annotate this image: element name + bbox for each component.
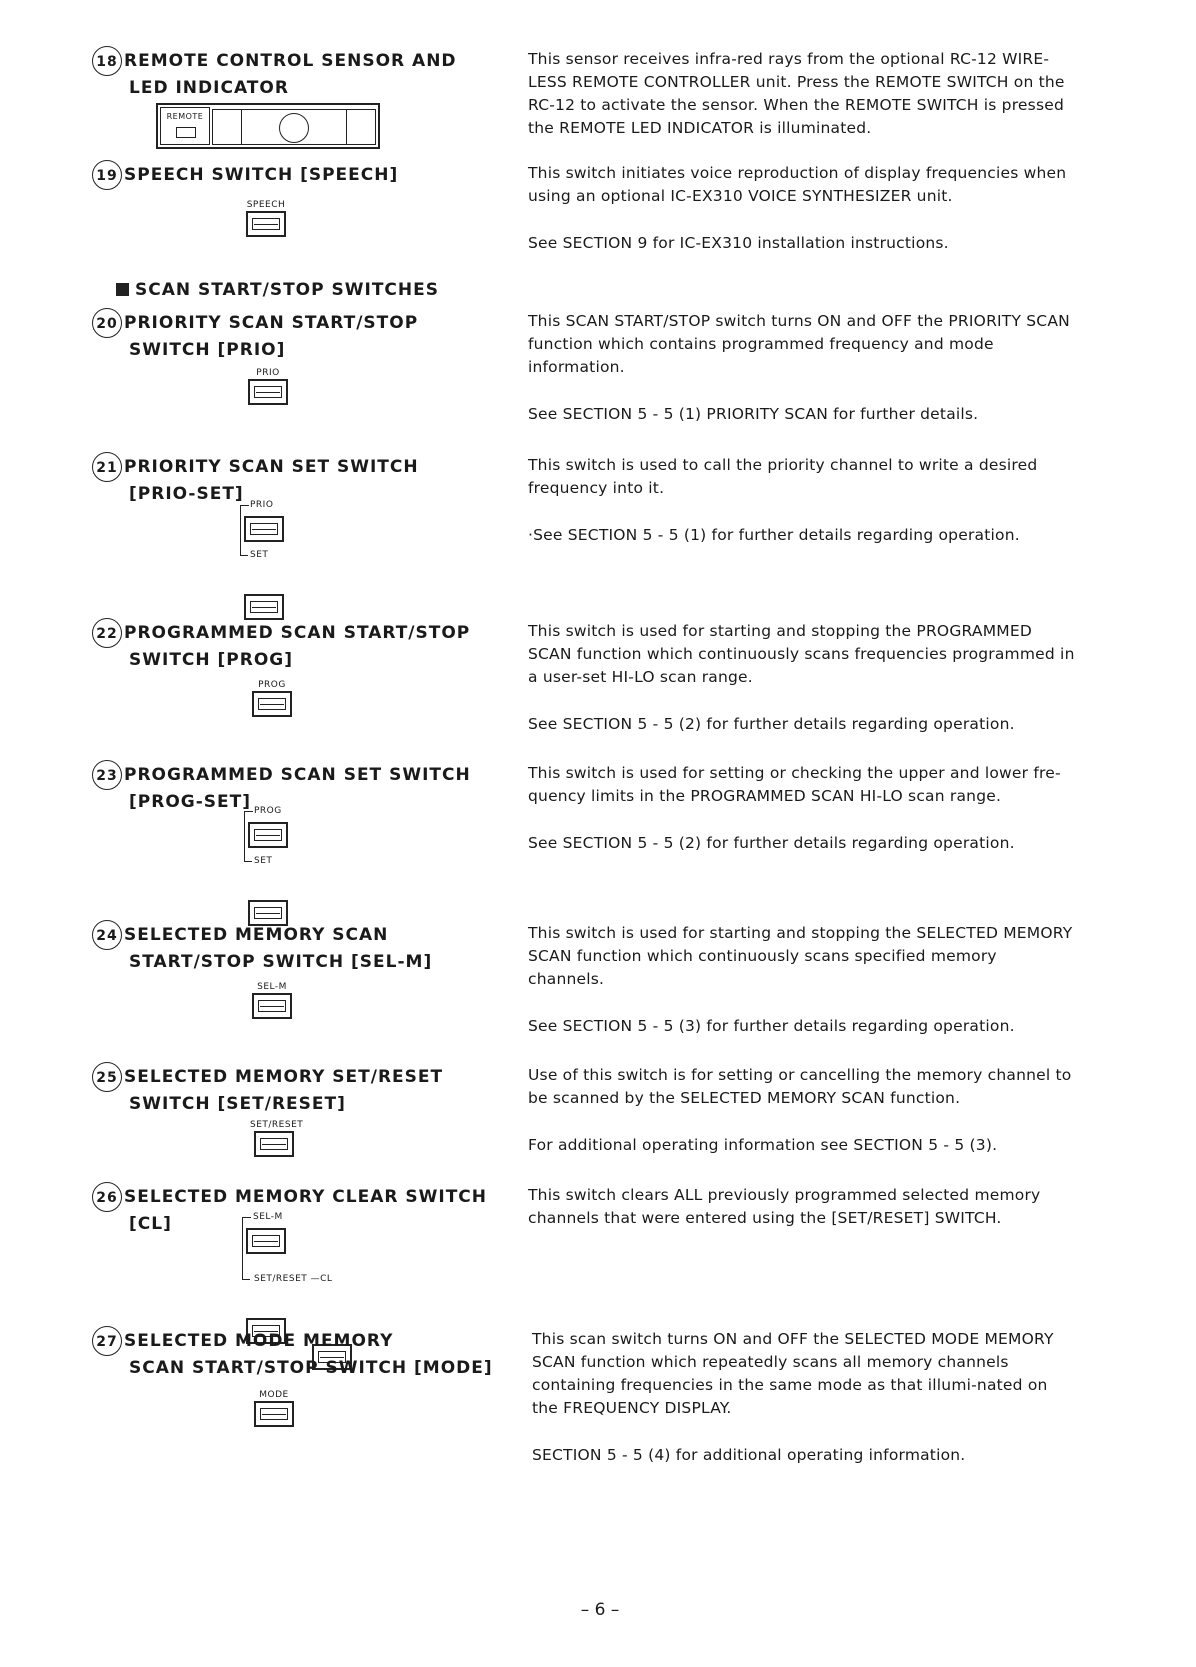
clear-switch-group: SEL-M SET/RESET —CL — [242, 1210, 382, 1310]
item-27-description: This scan switch turns ON and OFF the SELECTED MODE MEMORY SCAN function which repeatedly scans all memory channels containing frequencies in the same mode as that illumi-nated on the FREQUENCY DISPLAY. SECTION 5 - 5 (4) for additional operating information. — [532, 1330, 1054, 1464]
prio-switch-icon — [248, 379, 288, 405]
item-18: 18 REMOTE CONTROL SENSOR AND LED INDICATOR — [92, 46, 512, 100]
number-badge: 18 — [92, 46, 122, 76]
mode-switch-icon — [254, 1401, 294, 1427]
prog-switch-icon[interactable] — [248, 822, 288, 848]
item-24: 24 SELECTED MEMORY SCAN START/STOP SWITCH [SEL-M] — [92, 920, 512, 974]
item-20: 20 PRIORITY SCAN START/STOP SWITCH [PRIO] — [92, 308, 512, 362]
sel-m-switch-icon[interactable] — [246, 1228, 286, 1254]
number-badge: 27 — [92, 1326, 122, 1356]
number-badge: 26 — [92, 1182, 122, 1212]
set-switch-icon[interactable] — [244, 594, 284, 620]
item-22: 22 PROGRAMMED SCAN START/STOP SWITCH [PROG] — [92, 618, 512, 672]
item-21-description: This switch is used to call the priority channel to write a desired frequency into it. ·See SECTION 5 - 5 (1) for further details regarding operation. — [528, 456, 1038, 544]
item-23: 23 PROGRAMMED SCAN SET SWITCH [PROG-SET] — [92, 760, 512, 814]
item-25-description: Use of this switch is for setting or cancelling the memory channel to be scanned by the SELECTED MEMORY SCAN function. For additional operating information see SECTION 5 - 5 (3). — [528, 1066, 1072, 1154]
prog-switch[interactable]: PROG — [252, 680, 292, 717]
speech-switch-icon — [246, 211, 286, 237]
number-badge: 22 — [92, 618, 122, 648]
prio-set-switch-group: PRIO SET — [240, 500, 310, 600]
item-19-description: This switch initiates voice reproduction of display frequencies when using an optional IC-EX310 VOICE SYNTHESIZER unit. See SECTION 9 for IC-EX310 installation instructions. — [528, 164, 1067, 252]
set-reset-switch-icon — [254, 1131, 294, 1157]
remote-label: REMOTE — [166, 112, 204, 121]
prog-switch-icon — [252, 691, 292, 717]
sel-m-switch-icon — [252, 993, 292, 1019]
speech-switch[interactable]: SPEECH — [246, 200, 286, 237]
prio-switch[interactable]: PRIO — [248, 368, 288, 405]
item-26-description: This switch clears ALL previously programmed selected memory channels that were entered using the [SET/RESET] SWITCH. — [528, 1186, 1041, 1227]
remote-sensor-panel-icon — [156, 103, 380, 149]
number-badge: 24 — [92, 920, 122, 950]
item-23-description: This switch is used for setting or checking the upper and lower fre-quency limits in the PROGRAMMED SCAN HI-LO scan range. See SECTION 5 - 5 (2) for further details regarding operation. — [528, 764, 1061, 852]
infrared-sensor-icon — [279, 113, 309, 143]
item-25: 25 SELECTED MEMORY SET/RESET SWITCH [SET/RESET] — [92, 1062, 512, 1116]
item-27: 27 SELECTED MODE MEMORY SCAN START/STOP SWITCH [MODE] — [92, 1326, 532, 1380]
item-21: 21 PRIORITY SCAN SET SWITCH [PRIO-SET] — [92, 452, 512, 506]
mode-switch[interactable]: MODE — [254, 1390, 294, 1427]
set-reset-switch[interactable]: SET/RESET — [250, 1120, 330, 1157]
square-bullet-icon — [116, 283, 129, 296]
section-heading: SCAN START/STOP SWITCHES — [116, 278, 439, 302]
item-20-description: This SCAN START/STOP switch turns ON and OFF the PRIORITY SCAN function which contains programmed frequency and mode information. See SECTION 5 - 5 (1) PRIORITY SCAN for further details. — [528, 312, 1070, 423]
item-22-description: This switch is used for starting and stopping the PROGRAMMED SCAN function which continuously scans frequencies programmed in a user-set HI-LO scan range. See SECTION 5 - 5 (2) for further details regarding operation. — [528, 622, 1075, 733]
prio-switch-icon[interactable] — [244, 516, 284, 542]
number-badge: 21 — [92, 452, 122, 482]
item-26: 26 SELECTED MEMORY CLEAR SWITCH [CL] — [92, 1182, 512, 1236]
page-number: – 6 – — [580, 1600, 620, 1620]
item-19: 19 SPEECH SWITCH [SPEECH] — [92, 160, 512, 190]
remote-led-icon — [176, 127, 196, 138]
item-18-description: This sensor receives infra-red rays from the optional RC-12 WIRE-LESS REMOTE CONTROLLER unit. Press the REMOTE SWITCH on the RC-12 to activate the sensor. When the REMOTE SWITCH is pressed the REMOTE LED INDICATOR is illuminated. — [528, 50, 1065, 137]
prog-set-switch-group: PROG SET — [244, 806, 314, 906]
number-badge: 19 — [92, 160, 122, 190]
number-badge: 25 — [92, 1062, 122, 1092]
item-24-description: This switch is used for starting and stopping the SELECTED MEMORY SCAN function which continuously scans specified memory channels. See SECTION 5 - 5 (3) for further details regarding operation. — [528, 924, 1073, 1035]
number-badge: 23 — [92, 760, 122, 790]
sel-m-switch[interactable]: SEL-M — [252, 982, 292, 1019]
number-badge: 20 — [92, 308, 122, 338]
